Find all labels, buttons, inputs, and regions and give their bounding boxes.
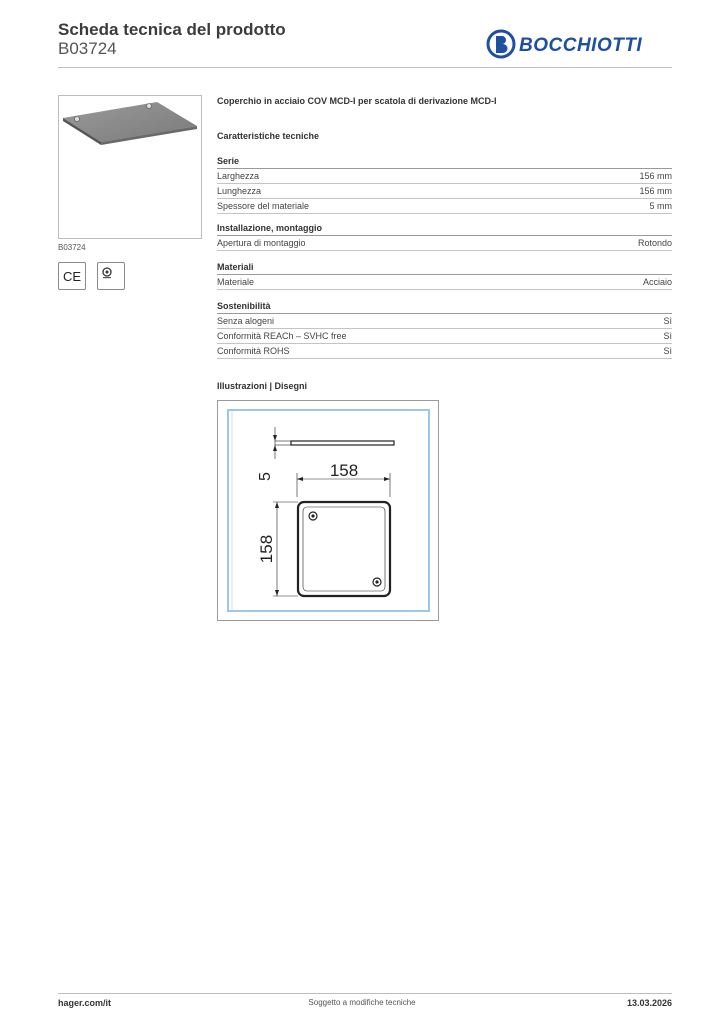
spec-row: [217, 275, 672, 290]
spec-label: Apertura di montaggio: [217, 238, 306, 248]
spec-label: Spessore del materiale: [217, 201, 310, 211]
page-title: Scheda tecnica del prodotto: [58, 20, 286, 39]
footer-date: 13.03.2026: [626, 998, 672, 1008]
spec-label: Larghezza: [217, 171, 260, 181]
section-title: Materiali: [217, 261, 672, 275]
certification-mark-icon: [97, 262, 125, 290]
spec-label: Conformità REACh – SVHC free: [217, 331, 347, 341]
product-description: Coperchio in acciaio COV MCD-I per scatola di derivazione MCD-I: [217, 96, 497, 106]
technical-drawing: [217, 400, 439, 621]
spec-value: 5 mm: [649, 201, 672, 211]
footer-website: hager.com/it: [58, 998, 112, 1008]
footer-divider: [58, 993, 672, 994]
dimension-height-label: 158: [257, 534, 276, 564]
spec-row: [217, 184, 672, 199]
footer-note: Soggetto a modifiche tecniche: [308, 998, 416, 1007]
dimension-thickness-label: 5: [257, 472, 274, 481]
ce-mark-icon: [58, 262, 86, 290]
spec-value: Acciaio: [642, 277, 672, 287]
spec-row: [217, 314, 672, 329]
specs-heading: Caratteristiche tecniche: [217, 131, 320, 141]
spec-row: [217, 169, 672, 184]
spec-label: Conformità ROHS: [217, 346, 290, 356]
spec-value: Sì: [663, 316, 672, 326]
spec-label: Materiale: [217, 277, 255, 287]
section-title: Sostenibilità: [217, 300, 672, 314]
spec-section-sostenibilita: [217, 300, 672, 359]
product-code: B03724: [58, 39, 117, 58]
spec-label: Senza alogeni: [217, 316, 275, 326]
header-divider: [58, 67, 672, 68]
svg-text:BOCCHIOTTI: BOCCHIOTTI: [519, 35, 643, 56]
spec-row: [217, 236, 672, 251]
spec-value: Sì: [663, 346, 672, 356]
spec-row: [217, 329, 672, 344]
spec-row: [217, 199, 672, 214]
spec-value: Rotondo: [637, 238, 672, 248]
spec-section-installazione: [217, 222, 672, 251]
spec-section-materiali: [217, 261, 672, 290]
spec-row: [217, 344, 672, 359]
spec-label: Lunghezza: [217, 186, 262, 196]
svg-text:CE: CE: [62, 269, 82, 284]
dimension-width-label: 158: [329, 461, 359, 480]
illustrations-heading: Illustrazioni | Disegni: [217, 381, 308, 391]
product-image: [58, 95, 202, 239]
section-title: Serie: [217, 155, 672, 169]
product-image-caption: B03724: [58, 243, 86, 252]
brand-logo: [486, 29, 666, 64]
spec-value: 156 mm: [639, 171, 672, 181]
section-title: Installazione, montaggio: [217, 222, 672, 236]
spec-value: 156 mm: [639, 186, 672, 196]
spec-value: Sì: [663, 331, 672, 341]
spec-section-serie: [217, 155, 672, 214]
